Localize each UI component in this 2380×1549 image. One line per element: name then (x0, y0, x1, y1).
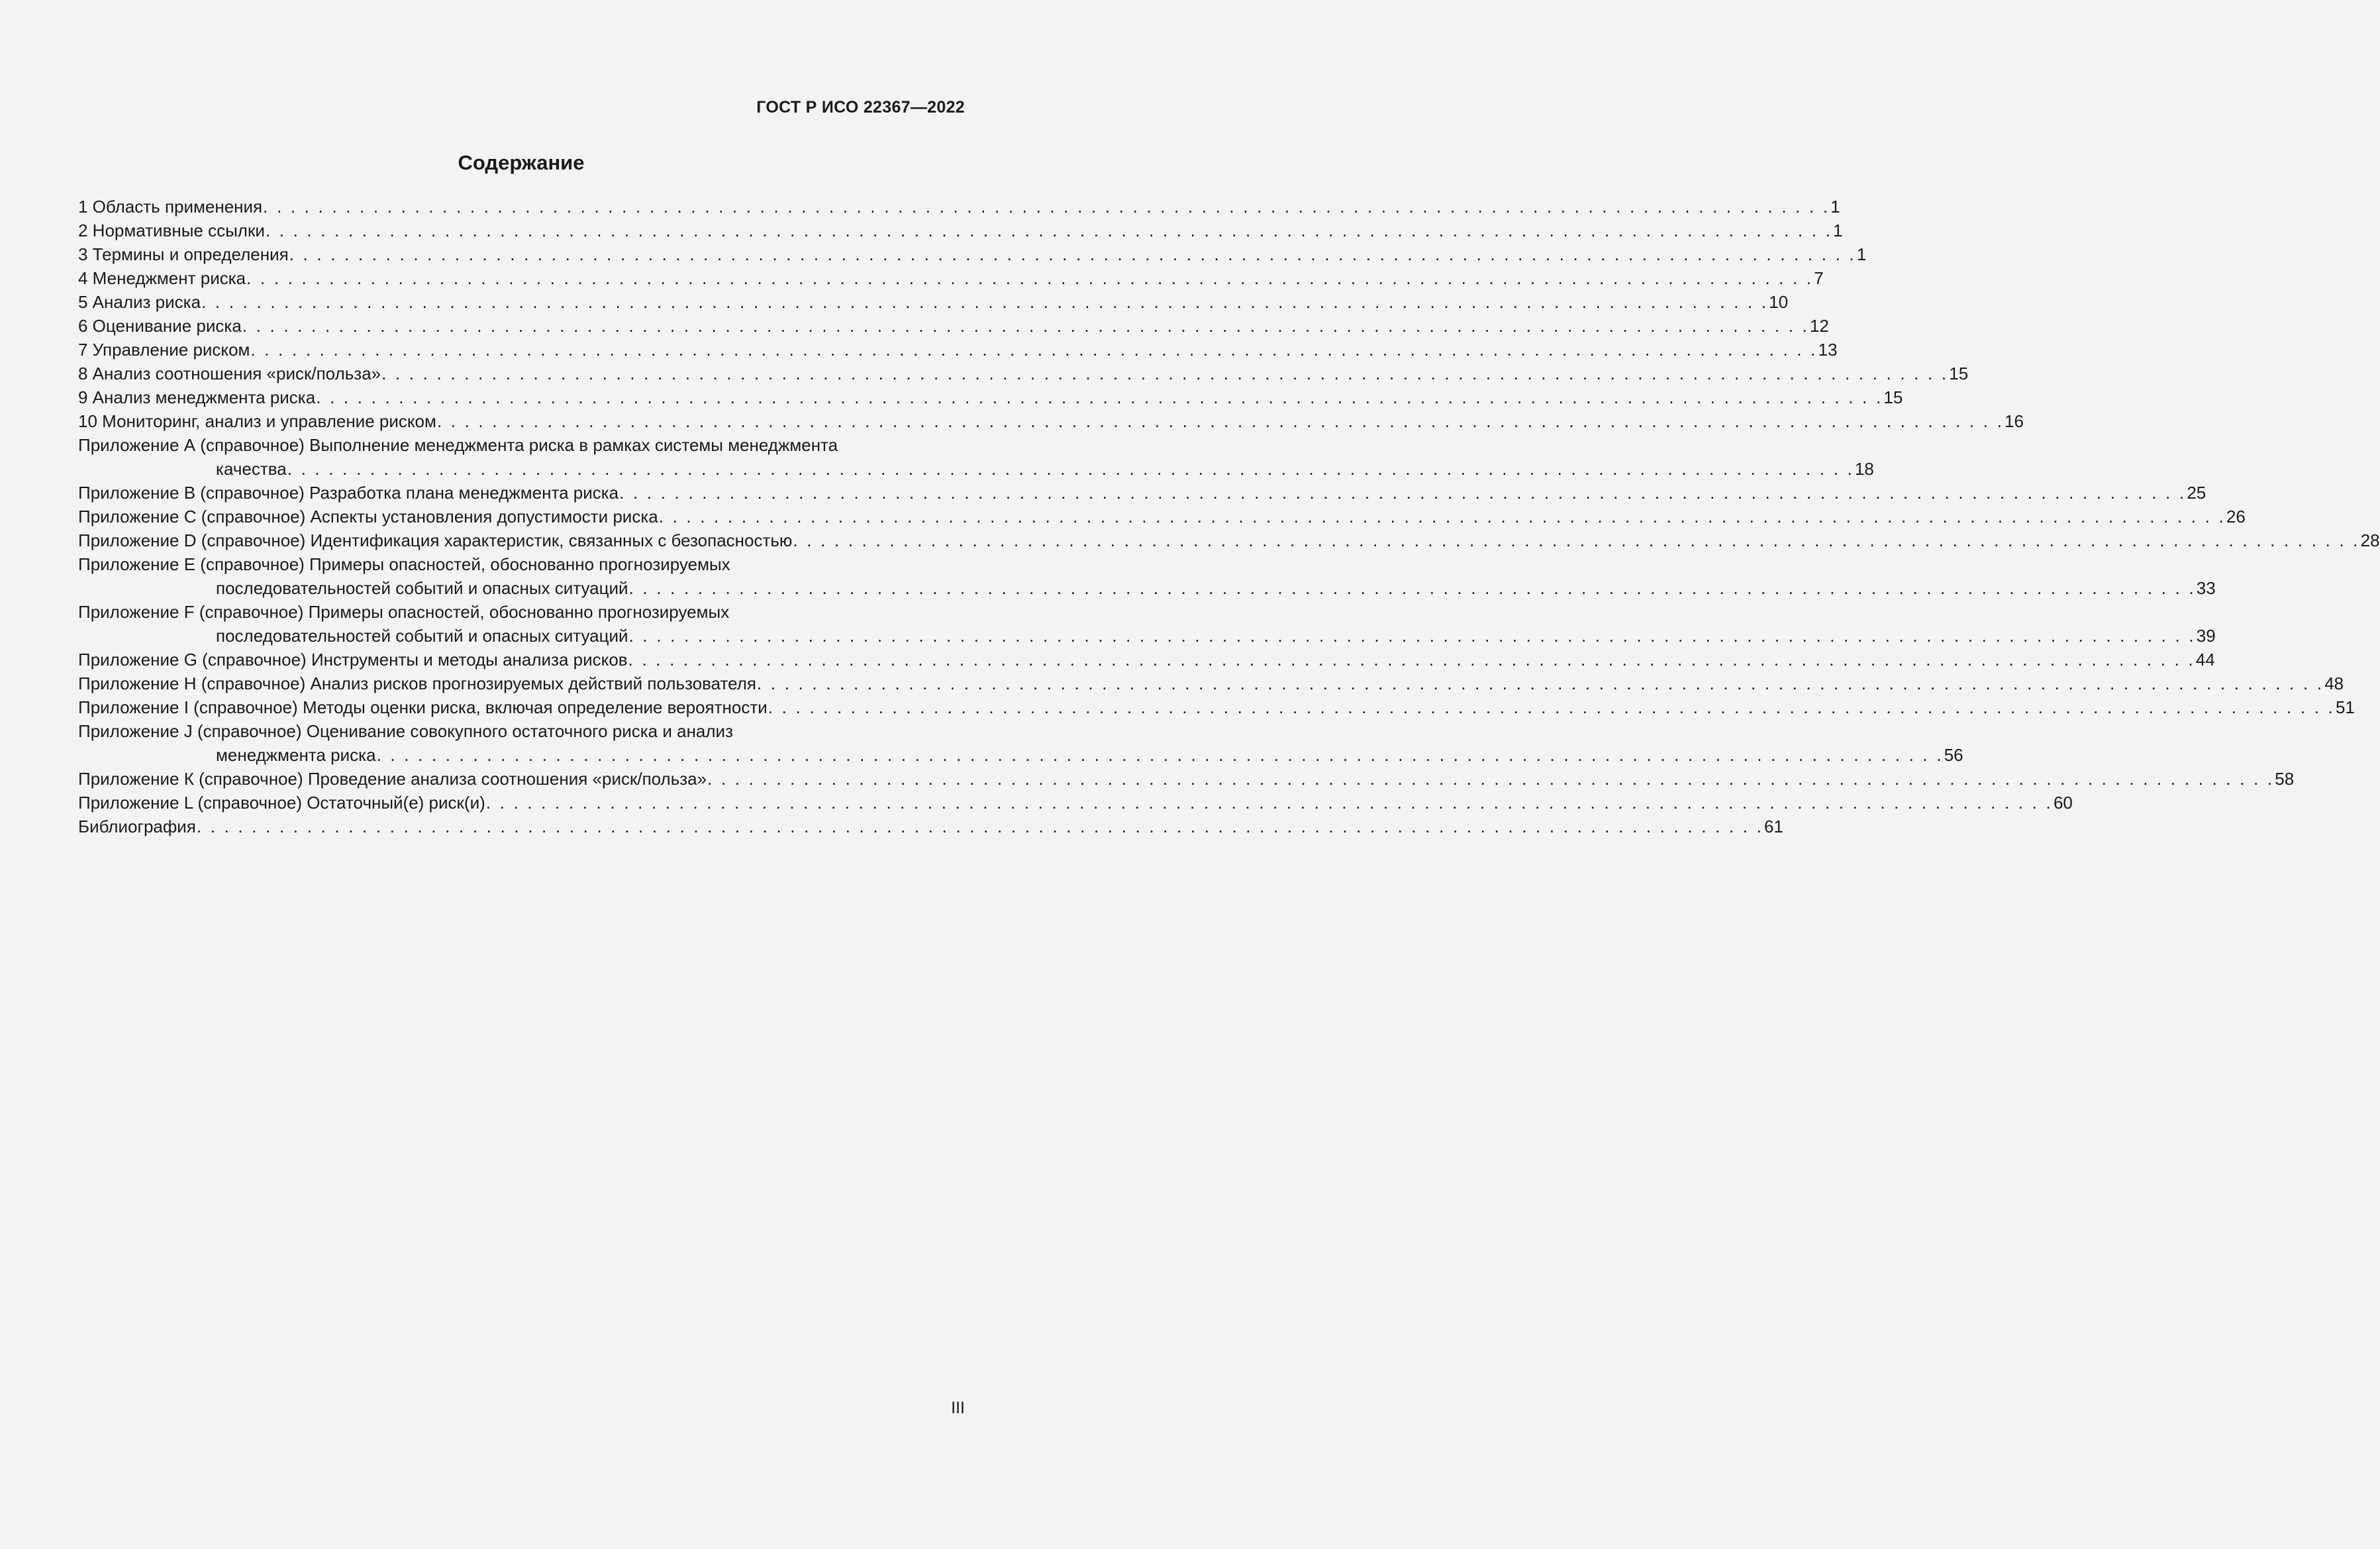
toc-page-number: 15 (1883, 387, 1903, 407)
page-number: III (951, 1399, 965, 1417)
toc-dot-leader: . . . . . . . . . . . . . . . . . . . . . . . . . . . . . . . . . . . . . . . . . . . . . . . . . . . . . . . . . . . . . . . . . . . . . . . . . . . . . . . . . . . . . . . . . . . . . . . . . . . . . . . . . . . . . . . . . . (768, 697, 2335, 717)
toc-entry[interactable] (78, 362, 1969, 385)
toc-entry-label: 10 Мониторинг, анализ и управление риском (78, 411, 436, 431)
toc-page-number: 13 (1818, 340, 1838, 360)
toc-entry-label: последовательностей событий и опасных ситуаций (216, 626, 628, 646)
toc-page-number: 1 (1830, 197, 1840, 217)
toc-entry-label: 7 Управление риском (78, 340, 250, 360)
toc-page-number: 12 (1809, 316, 1829, 336)
toc-entry[interactable] (78, 672, 2344, 695)
toc-dot-leader: . . . . . . . . . . . . . . . . . . . . . . . . . . . . . . . . . . . . . . . . . . . . . . . . . . . . . . . . . . . . . . . . . . . . . . . . . . . . . . . . . . . . . . . . . . . . . . . . . . . . . . . . . . . . . . . . . . (201, 292, 1769, 312)
toc-entry-label: Приложение F (справочное) Примеры опасностей, обоснованно прогнозируемых (78, 602, 730, 622)
toc-entry[interactable] (78, 385, 1903, 409)
toc-entry[interactable] (78, 552, 965, 576)
toc-entry-label: Приложение В (справочное) Разработка плана менеджмента риска (78, 483, 619, 503)
toc-entry-label: 4 Менеджмент риска (78, 268, 246, 288)
toc-page-number: 15 (1949, 364, 1969, 383)
toc-page-number: 1 (1833, 221, 1843, 240)
toc-page-number: 26 (2226, 507, 2246, 526)
toc-page-number: 18 (1854, 459, 1874, 479)
toc-entry-label: Приложение L (справочное) Остаточный(е) риск(и) (78, 793, 485, 813)
toc-page-number: 51 (2335, 697, 2355, 717)
toc-dot-leader: . . . . . . . . . . . . . . . . . . . . . . . . . . . . . . . . . . . . . . . . . . . . . . . . . . . . . . . . . . . . . . . . . . . . . . . . . . . . . . . . . . . . . . . . . . . . . . . . . . . . . . . . . . . . . . . . . . (250, 340, 1818, 360)
toc-dot-leader: . . . . . . . . . . . . . . . . . . . . . . . . . . . . . . . . . . . . . . . . . . . . . . . . . . . . . . . . . . . . . . . . . . . . . . . . . . . . . . . . . . . . . . . . . . . . . . . . . . . . . . . . . . . . . . . . . . (287, 459, 1854, 479)
toc-entry[interactable] (78, 409, 2024, 433)
toc-entry-label: Библиография (78, 817, 196, 836)
toc-entry[interactable] (78, 528, 2380, 552)
toc-entry-continuation[interactable] (78, 457, 1874, 481)
toc-page-number: 39 (2196, 626, 2216, 646)
toc-page-number: 44 (2195, 650, 2215, 670)
toc-dot-leader: . . . . . . . . . . . . . . . . . . . . . . . . . . . . . . . . . . . . . . . . . . . . . . . . . . . . . . . . . . . . . . . . . . . . . . . . . . . . . . . . . . . . . . . . . . . . . . . . . . . . . . . . . . . . . . . . . . (376, 745, 1944, 765)
toc-entry[interactable] (78, 481, 2206, 505)
toc-dot-leader: . . . . . . . . . . . . . . . . . . . . . . . . . . . . . . . . . . . . . . . . . . . . . . . . . . . . . . . . . . . . . . . . . . . . . . . . . . . . . . . . . . . . . . . . . . . . . . . . . . . . . . . . . . . . . . . . . . (707, 769, 2275, 789)
toc-entry-label: 1 Область применения (78, 197, 263, 217)
toc-dot-leader: . . . . . . . . . . . . . . . . . . . . . . . . . . . . . . . . . . . . . . . . . . . . . . . . . . . . . . . . . . . . . . . . . . . . . . . . . . . . . . . . . . . . . . . . . . . . . . . . . . . . . . . . . . . . . . . . . . (485, 793, 2053, 813)
toc-entry-label: Приложение G (справочное) Инструменты и методы анализа рисков (78, 650, 628, 670)
toc-dot-leader: . . . . . . . . . . . . . . . . . . . . . . . . . . . . . . . . . . . . . . . . . . . . . . . . . . . . . . . . . . . . . . . . . . . . . . . . . . . . . . . . . . . . . . . . . . . . . . . . . . . . . . . . . . . . . . . . . . (196, 817, 1764, 836)
toc-entry-continuation[interactable] (78, 576, 2216, 600)
toc-dot-leader: . . . . . . . . . . . . . . . . . . . . . . . . . . . . . . . . . . . . . . . . . . . . . . . . . . . . . . . . . . . . . . . . . . . . . . . . . . . . . . . . . . . . . . . . . . . . . . . . . . . . . . . . . . . . . . . . . . (628, 578, 2196, 598)
toc-entry[interactable] (78, 433, 965, 457)
toc-entry[interactable] (78, 505, 2246, 528)
toc-entry-label: 5 Анализ риска (78, 292, 201, 312)
toc-entry[interactable] (78, 719, 965, 743)
toc-dot-leader: . . . . . . . . . . . . . . . . . . . . . . . . . . . . . . . . . . . . . . . . . . . . . . . . . . . . . . . . . . . . . . . . . . . . . . . . . . . . . . . . . . . . . . . . . . . . . . . . . . . . . . . . . . . . . . . . . . (757, 674, 2324, 693)
toc-entry-label: 2 Нормативные ссылки (78, 221, 265, 240)
toc-page-number: 33 (2196, 578, 2216, 598)
toc-entry-label: Приложение D (справочное) Идентификация характеристик, связанных с безопасностью (78, 530, 793, 550)
page-title: Содержание (458, 151, 585, 174)
toc-dot-leader: . . . . . . . . . . . . . . . . . . . . . . . . . . . . . . . . . . . . . . . . . . . . . . . . . . . . . . . . . . . . . . . . . . . . . . . . . . . . . . . . . . . . . . . . . . . . . . . . . . . . . . . . . . . . . . . . . . (263, 197, 1830, 217)
toc-entry[interactable] (78, 791, 2073, 815)
toc-page-number: 28 (2360, 530, 2380, 550)
toc-dot-leader: . . . . . . . . . . . . . . . . . . . . . . . . . . . . . . . . . . . . . . . . . . . . . . . . . . . . . . . . . . . . . . . . . . . . . . . . . . . . . . . . . . . . . . . . . . . . . . . . . . . . . . . . . . . . . . . . . . (242, 316, 1809, 336)
toc-dot-leader: . . . . . . . . . . . . . . . . . . . . . . . . . . . . . . . . . . . . . . . . . . . . . . . . . . . . . . . . . . . . . . . . . . . . . . . . . . . . . . . . . . . . . . . . . . . . . . . . . . . . . . . . . . . . . . . . . . (628, 650, 2195, 670)
toc-dot-leader: . . . . . . . . . . . . . . . . . . . . . . . . . . . . . . . . . . . . . . . . . . . . . . . . . . . . . . . . . . . . . . . . . . . . . . . . . . . . . . . . . . . . . . . . . . . . . . . . . . . . . . . . . . . . . . . . . . (436, 411, 2005, 431)
toc-entry-label: Приложение H (справочное) Анализ рисков прогнозируемых действий пользователя (78, 674, 757, 693)
toc-entry-label: Приложение С (справочное) Аспекты установления допустимости риска (78, 507, 658, 526)
toc-entry[interactable] (78, 767, 2295, 791)
toc-entry[interactable] (78, 290, 1789, 314)
toc-page-number: 25 (2187, 483, 2206, 503)
toc-entry-label: Приложение J (справочное) Оценивание совокупного остаточного риска и анализ (78, 721, 734, 741)
toc-entry[interactable] (78, 815, 1783, 838)
toc-dot-leader: . . . . . . . . . . . . . . . . . . . . . . . . . . . . . . . . . . . . . . . . . . . . . . . . . . . . . . . . . . . . . . . . . . . . . . . . . . . . . . . . . . . . . . . . . . . . . . . . . . . . . . . . . . . . . . . . . . (381, 364, 1949, 383)
toc-dot-leader: . . . . . . . . . . . . . . . . . . . . . . . . . . . . . . . . . . . . . . . . . . . . . . . . . . . . . . . . . . . . . . . . . . . . . . . . . . . . . . . . . . . . . . . . . . . . . . . . . . . . . . . . . . . . . . . . . . (265, 221, 1833, 240)
toc-dot-leader: . . . . . . . . . . . . . . . . . . . . . . . . . . . . . . . . . . . . . . . . . . . . . . . . . . . . . . . . . . . . . . . . . . . . . . . . . . . . . . . . . . . . . . . . . . . . . . . . . . . . . . . . . . . . . . . . . . (619, 483, 2187, 503)
toc-dot-leader: . . . . . . . . . . . . . . . . . . . . . . . . . . . . . . . . . . . . . . . . . . . . . . . . . . . . . . . . . . . . . . . . . . . . . . . . . . . . . . . . . . . . . . . . . . . . . . . . . . . . . . . . . . . . . . . . . . (289, 244, 1856, 264)
document-code: ГОСТ Р ИСО 22367—2022 (756, 98, 965, 117)
table-of-contents (78, 195, 2380, 838)
toc-entry[interactable] (78, 695, 2355, 719)
toc-page-number: 58 (2275, 769, 2295, 789)
toc-entry-label: Приложение К (справочное) Проведение анализа соотношения «риск/польза» (78, 769, 707, 789)
toc-entry[interactable] (78, 195, 1840, 219)
toc-page-number: 60 (2053, 793, 2073, 813)
toc-entry-label: 8 Анализ соотношения «риск/польза» (78, 364, 381, 383)
toc-entry-label: Приложение E (справочное) Примеры опасностей, обоснованно прогнозируемых (78, 554, 730, 574)
toc-dot-leader: . . . . . . . . . . . . . . . . . . . . . . . . . . . . . . . . . . . . . . . . . . . . . . . . . . . . . . . . . . . . . . . . . . . . . . . . . . . . . . . . . . . . . . . . . . . . . . . . . . . . . . . . . . . . . . . . . . (658, 507, 2226, 526)
toc-page-number: 7 (1814, 268, 1824, 288)
toc-entry-label: менеджмента риска (216, 745, 376, 765)
toc-page-number: 16 (2005, 411, 2024, 431)
toc-entry-continuation[interactable] (78, 624, 2216, 648)
toc-page-number: 1 (1856, 244, 1867, 264)
toc-entry[interactable] (78, 314, 1829, 338)
toc-entry-label: качества (216, 459, 287, 479)
toc-entry[interactable] (78, 338, 1838, 362)
toc-dot-leader: . . . . . . . . . . . . . . . . . . . . . . . . . . . . . . . . . . . . . . . . . . . . . . . . . . . . . . . . . . . . . . . . . . . . . . . . . . . . . . . . . . . . . . . . . . . . . . . . . . . . . . . . . . . . . . . . . . (246, 268, 1814, 288)
toc-entry-label: Приложение А (справочное) Выполнение менеджмента риска в рамках системы менеджмента (78, 435, 838, 455)
toc-dot-leader: . . . . . . . . . . . . . . . . . . . . . . . . . . . . . . . . . . . . . . . . . . . . . . . . . . . . . . . . . . . . . . . . . . . . . . . . . . . . . . . . . . . . . . . . . . . . . . . . . . . . . . . . . . . . . . . . . . (628, 626, 2196, 646)
toc-page-number: 56 (1944, 745, 1963, 765)
toc-dot-leader: . . . . . . . . . . . . . . . . . . . . . . . . . . . . . . . . . . . . . . . . . . . . . . . . . . . . . . . . . . . . . . . . . . . . . . . . . . . . . . . . . . . . . . . . . . . . . . . . . . . . . . . . . . . . . . . . . . (316, 387, 1883, 407)
toc-page-number: 61 (1764, 817, 1783, 836)
toc-page-number: 10 (1769, 292, 1789, 312)
toc-dot-leader: . . . . . . . . . . . . . . . . . . . . . . . . . . . . . . . . . . . . . . . . . . . . . . . . . . . . . . . . . . . . . . . . . . . . . . . . . . . . . . . . . . . . . . . . . . . . . . . . . . . . . . . . . . . . . . . . . . (793, 530, 2360, 550)
toc-entry[interactable] (78, 242, 1867, 266)
toc-entry[interactable] (78, 600, 965, 624)
toc-entry[interactable] (78, 219, 1843, 242)
toc-entry-label: последовательностей событий и опасных ситуаций (216, 578, 628, 598)
toc-entry-label: 9 Анализ менеджмента риска (78, 387, 316, 407)
toc-entry-label: Приложение I (справочное) Методы оценки риска, включая определение вероятности (78, 697, 768, 717)
toc-entry-label: 6 Оценивание риска (78, 316, 242, 336)
toc-entry[interactable] (78, 648, 2215, 672)
toc-entry-label: 3 Термины и определения (78, 244, 289, 264)
toc-entry-continuation[interactable] (78, 743, 1963, 767)
toc-entry[interactable] (78, 266, 1824, 290)
toc-page-number: 48 (2324, 674, 2344, 693)
